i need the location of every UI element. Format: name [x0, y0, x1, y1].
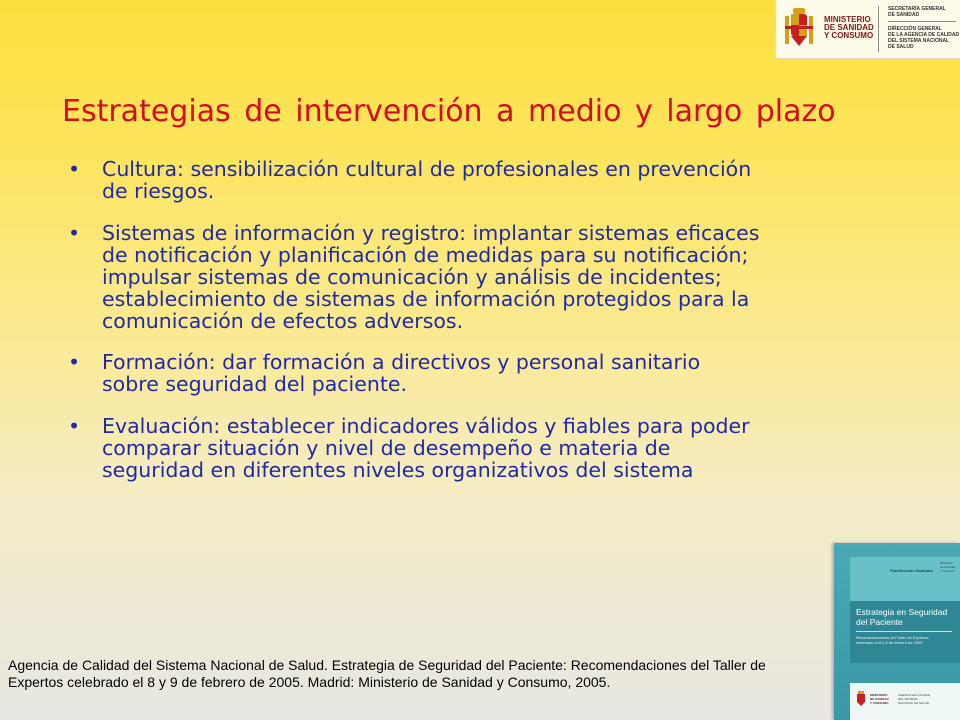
cover-subtitle: Recomendaciones del Taller de Expertos celebrado el 8 y 9 de febrero de 2005 — [856, 635, 929, 645]
coat-of-arms-icon — [785, 6, 813, 52]
bullet-list — [60, 158, 760, 501]
cover-series-label: Planificación Sanitaria — [890, 568, 933, 573]
logo-divider — [878, 6, 879, 52]
cover-footer — [850, 683, 960, 720]
cover-agency-label: AGENCIA DE CALIDAD DEL SISTEMA NACIONAL DE SALUD — [898, 693, 931, 705]
ministry-logo — [775, 0, 960, 59]
bullet-evaluacion: • Evaluación: establecer indicadores válidos y fiables para poder comparar situación y nivel de desempeño e materia de seguridad en diferentes niveles organizativos del sistema — [60, 415, 760, 481]
cover-ministry-label: MINISTERIO DE SANIDAD Y CONSUMO — [870, 693, 889, 705]
slide-title: Estrategias de intervención a medio y largo plazo — [62, 94, 836, 129]
cover-title-band — [850, 601, 960, 663]
logo-rule — [888, 21, 956, 22]
secretaria-label: SECRETARÍA GENERAL DE SANIDAD — [888, 6, 946, 18]
cover-crest-icon — [856, 690, 866, 706]
book-cover-image — [834, 543, 960, 720]
cover-rule — [856, 631, 952, 632]
bullet-cultura: • Cultura: sensibilización cultural de profesionales en prevención de riesgos. — [60, 158, 760, 202]
cover-header — [850, 557, 960, 603]
cover-side-label: Ministerio de Sanidad y Consumo — [940, 561, 956, 573]
reference-citation: Agencia de Calidad del Sistema Nacional de Salud. Estrategia de Seguridad del Paciente: Recomendaciones del Taller de Expertos celebrado el 8 y 9 de febrero de 2005. Madrid: Ministerio de Sanidad y Consumo, 2005. — [8, 657, 766, 690]
ministry-name: MINISTERIO DE SANIDAD Y CONSUMO — [824, 15, 874, 40]
bullet-sistemas: • Sistemas de información y registro: implantar sistemas eficaces de notificación y planificación de medidas para su notificación; impulsar sistemas de comunicación y análisis de incidentes; establecimiento de sistemas de información protegidos para la comunicación de efectos adversos. — [60, 222, 760, 332]
cover-title: Estrategia en Seguridad del Paciente — [856, 607, 948, 627]
direccion-label: DIRECCIÓN GENERAL DE LA AGENCIA DE CALIDAD DEL SISTEMA NACIONAL DE SALUD — [888, 26, 960, 50]
bullet-formacion: • Formación: dar formación a directivos y personal sanitario sobre seguridad del paciente. — [60, 351, 760, 395]
